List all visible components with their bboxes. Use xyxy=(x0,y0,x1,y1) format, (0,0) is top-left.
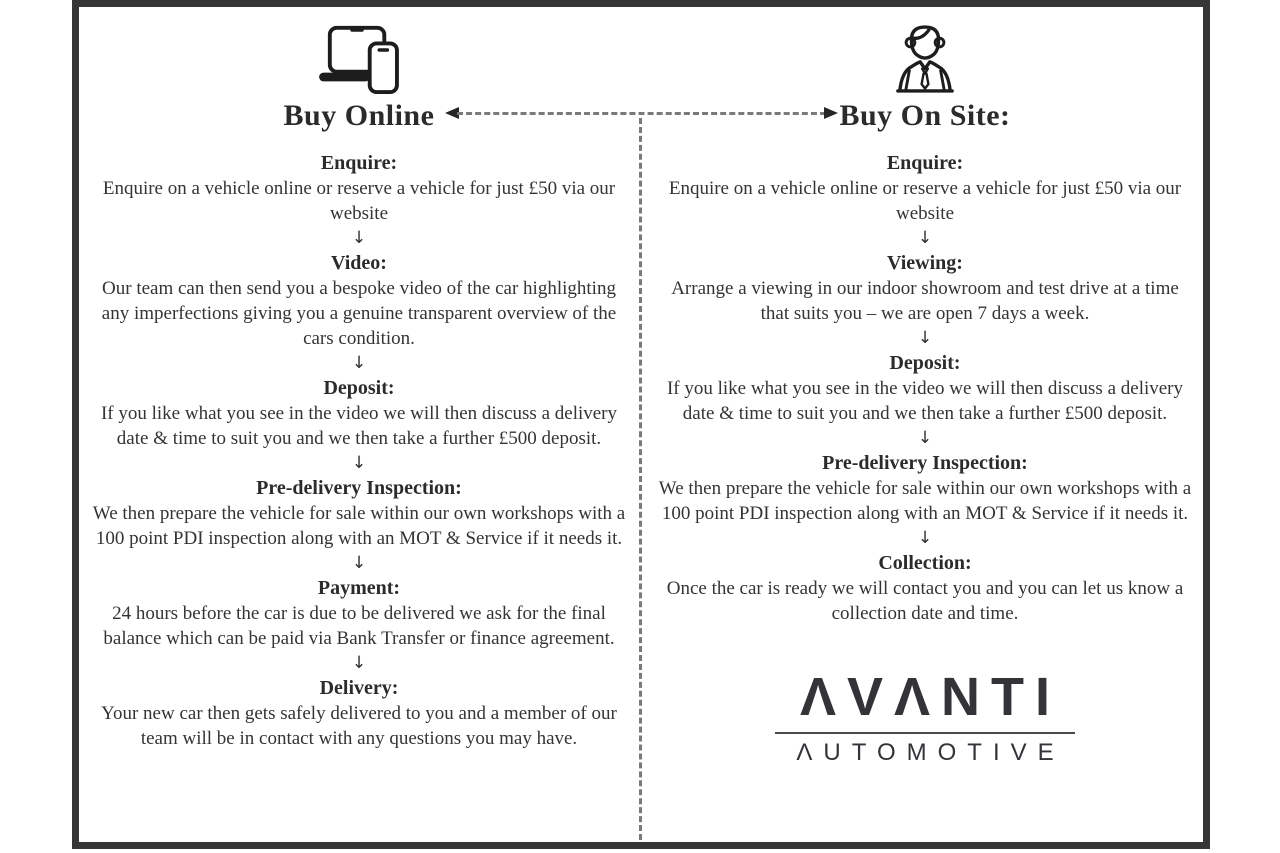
step-enquire xyxy=(657,151,1193,226)
step-title: Enquire: xyxy=(886,152,964,174)
down-arrow-icon: ↓ xyxy=(917,328,933,348)
step-body: If you like what you see in the video we will then discuss a delivery date & time to suit you and we then take a further £500 deposit. xyxy=(100,403,618,449)
step-title: Delivery: xyxy=(319,677,399,699)
down-arrow-icon: ↓ xyxy=(351,228,367,248)
step-body: 24 hours before the car is due to be delivered we ask for the final balance which can be paid via Bank Transfer or finance agreement. xyxy=(103,603,615,649)
step-body: Arrange a viewing in our indoor showroom and test drive at a time that suits you – we are open 7 days a week. xyxy=(671,278,1179,324)
step-title: Pre-delivery Inspection: xyxy=(822,452,1028,474)
salesperson-icon xyxy=(657,21,1193,95)
step-delivery xyxy=(89,676,629,751)
down-arrow-icon: ↓ xyxy=(351,453,367,473)
logo-sub-text: ΛUTOMOTIVE xyxy=(796,739,1065,766)
vertical-dashed-divider xyxy=(639,118,642,840)
buy-online-column xyxy=(89,15,629,751)
step-deposit xyxy=(89,376,629,451)
step-body: Enquire on a vehicle online or reserve a vehicle for just £50 via our website xyxy=(102,178,616,224)
down-arrow-icon: ↓ xyxy=(917,428,933,448)
step-deposit xyxy=(657,351,1193,426)
buy-on-site-column xyxy=(657,15,1193,765)
step-viewing xyxy=(657,251,1193,326)
down-arrow-icon: ↓ xyxy=(917,528,933,548)
buy-online-title: Buy Online xyxy=(283,99,435,132)
step-video xyxy=(89,251,629,351)
logo-brand-text: ΛVΛNTI xyxy=(799,667,1062,727)
step-body: Enquire on a vehicle online or reserve a vehicle for just £50 via our website xyxy=(668,178,1182,224)
step-body: We then prepare the vehicle for sale within our own workshops with a 100 point PDI inspection along with an MOT & Service if it needs it. xyxy=(92,503,626,549)
buy-on-site-title: Buy On Site: xyxy=(839,99,1011,132)
avanti-automotive-logo xyxy=(657,667,1193,766)
document-frame xyxy=(72,0,1210,849)
step-title: Payment: xyxy=(317,577,401,599)
logo-divider-line xyxy=(775,732,1075,734)
down-arrow-icon: ↓ xyxy=(917,228,933,248)
step-enquire xyxy=(89,151,629,226)
step-title: Video: xyxy=(331,252,387,274)
down-arrow-icon: ↓ xyxy=(351,353,367,373)
step-payment xyxy=(89,576,629,651)
step-pre-delivery-inspection xyxy=(657,451,1193,526)
step-title: Deposit: xyxy=(323,377,395,399)
laptop-phone-icon xyxy=(89,21,629,95)
step-title: Deposit: xyxy=(889,352,961,374)
down-arrow-icon: ↓ xyxy=(351,653,367,673)
step-title: Viewing: xyxy=(887,252,963,274)
step-body: Your new car then gets safely delivered to you and a member of our team will be in contact with any questions you may have. xyxy=(101,703,617,749)
step-pre-delivery-inspection xyxy=(89,476,629,551)
step-body: If you like what you see in the video we will then discuss a delivery date & time to suit you and we then take a further £500 deposit. xyxy=(666,378,1184,424)
step-body: We then prepare the vehicle for sale within our own workshops with a 100 point PDI inspection along with an MOT & Service if it needs it. xyxy=(658,478,1192,524)
step-body: Once the car is ready we will contact you and you can let us know a collection date and time. xyxy=(666,578,1184,624)
step-collection xyxy=(657,551,1193,626)
down-arrow-icon: ↓ xyxy=(351,553,367,573)
step-title: Enquire: xyxy=(320,152,398,174)
step-body: Our team can then send you a bespoke video of the car highlighting any imperfections giving you a genuine transparent overview of the cars condition. xyxy=(101,278,617,349)
step-title: Pre-delivery Inspection: xyxy=(256,477,462,499)
step-title: Collection: xyxy=(878,552,972,574)
